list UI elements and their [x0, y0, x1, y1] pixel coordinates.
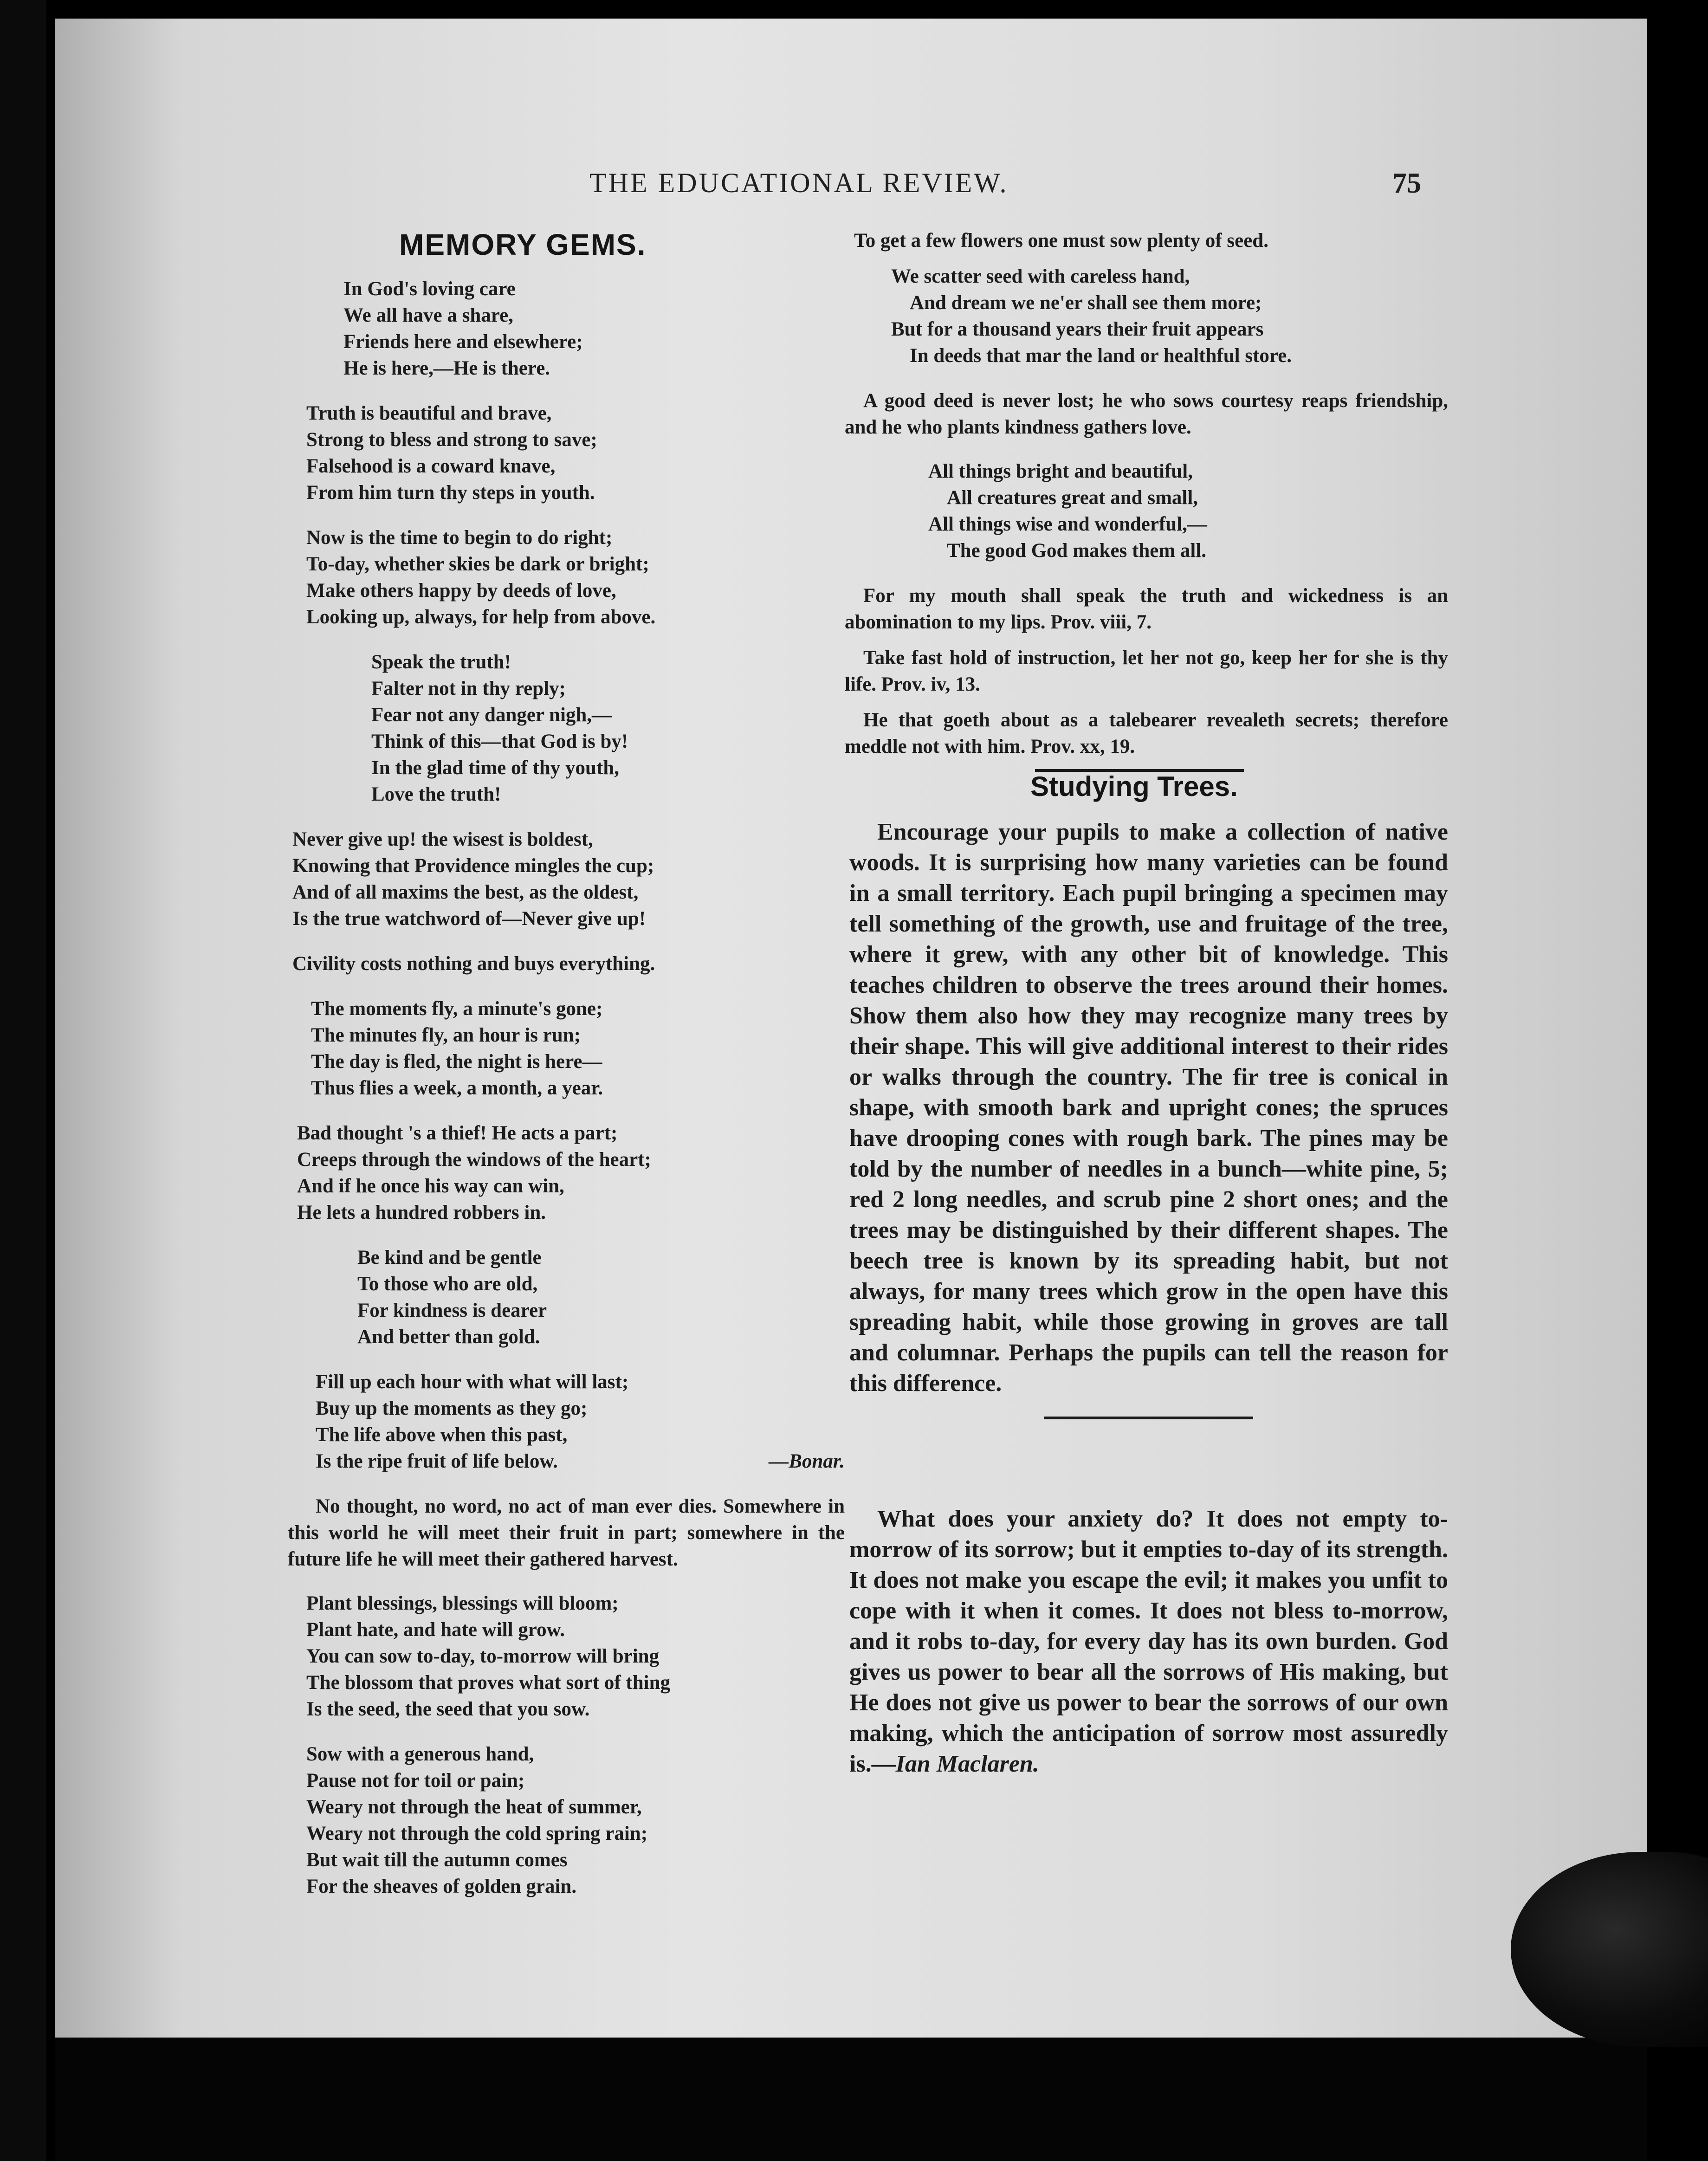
verse-line: Friends here and elsewhere;	[343, 331, 583, 353]
verse-line: All things wise and wonderful,—	[928, 513, 1207, 535]
running-title: THE EDUCATIONAL REVIEW.	[589, 168, 1009, 198]
stanza	[292, 951, 845, 977]
verse-line: Is the seed, the seed that you sow.	[306, 1698, 590, 1720]
verse-line: The blossom that proves what sort of thing	[306, 1672, 671, 1694]
verse-line: Weary not through the cold spring rain;	[306, 1823, 648, 1844]
stanza	[316, 1369, 845, 1475]
page-number: 75	[1392, 168, 1421, 199]
verse-line: In God's loving care	[343, 278, 516, 300]
verse-line: Plant hate, and hate will grow.	[306, 1619, 565, 1641]
right-column	[845, 227, 1448, 772]
memory-gems-stanzas-2	[288, 1590, 845, 1900]
verse-line: All things bright and beautiful,	[928, 460, 1193, 482]
proverb-2: Take fast hold of instruction, let her not go, keep her for she is thy life. Prov. iv, 13.	[845, 647, 1448, 695]
verse-line: Looking up, always, for help from above.	[306, 606, 656, 628]
anxiety-body: What does your anxiety do? It does not empty to-morrow of its sorrow; but it empties to-day of its strength. It does not make you escape the evil; it makes you unfit to cope with it when it comes. It does not bless to-morrow, and it robs to-day, for every day has its own burden. God gives us power to bear all the sorrows of His making, but He does not give us power to bear the sorrows of our own making, which the anticipation of sorrow most assuredly is.—	[849, 1506, 1448, 1777]
stanza	[292, 826, 845, 932]
verse-line: Now is the time to begin to do right;	[306, 527, 613, 549]
verse-line: Is the true watchword of—Never give up!	[292, 908, 646, 930]
verse-line: The life above when this past,	[316, 1424, 568, 1446]
memory-gems-stanzas	[288, 276, 845, 1475]
left-column	[288, 227, 845, 1918]
verse-line: To-day, whether skies be dark or bright;	[306, 553, 649, 575]
verse-line: But wait till the autumn comes	[306, 1849, 568, 1871]
stanza	[306, 400, 845, 506]
verse-line: The moments fly, a minute's gone;	[311, 998, 603, 1020]
proverb-3: He that goeth about as a talebearer revealeth secrets; therefore meddle not with him. Prov. xx, 19.	[845, 709, 1448, 757]
verse-line: For the sheaves of golden grain.	[306, 1876, 577, 1897]
verse-line: Creeps through the windows of the heart;	[297, 1149, 651, 1171]
verse-line: He is here,—He is there.	[343, 357, 550, 379]
verse-line: From him turn thy steps in youth.	[306, 482, 595, 504]
stanza	[357, 1244, 845, 1350]
verse-line: Is the ripe fruit of life below. —Bonar.	[316, 1448, 845, 1475]
studying-trees-title: Studying Trees.	[1030, 771, 1238, 802]
verse-line: Buy up the moments as they go;	[316, 1398, 588, 1419]
verse-line: All creatures great and small,	[947, 487, 1198, 509]
verse-line: Never give up! the wisest is boldest,	[292, 828, 593, 850]
verse-line: The good God makes them all.	[947, 540, 1207, 562]
verse-line: Strong to bless and strong to save;	[306, 429, 597, 451]
stanza	[306, 524, 845, 630]
verse-line: Bad thought 's a thief! He acts a part;	[297, 1122, 618, 1144]
anxiety-author: Ian Maclaren.	[895, 1751, 1039, 1777]
film-border-bottom	[55, 2038, 1647, 2161]
verse-line: Falsehood is a coward knave,	[306, 455, 556, 477]
verse-line: Pause not for toil or pain;	[306, 1770, 525, 1792]
verse-line: To those who are old,	[357, 1273, 538, 1295]
good-deed-paragraph: A good deed is never lost; he who sows courtesy reaps friendship, and he who plants kindness gathers love.	[845, 390, 1448, 438]
stanza	[306, 1590, 845, 1722]
bright-beautiful-stanza	[928, 458, 1448, 564]
seed-lead: To get a few flowers one must sow plenty of seed.	[854, 230, 1268, 252]
proverb-1: For my mouth shall speak the truth and wickedness is an abomination to my lips. Prov. viii, 7.	[845, 585, 1448, 633]
verse-line: And dream we ne'er shall see them more;	[910, 292, 1262, 314]
verse-line: Truth is beautiful and brave,	[306, 402, 552, 424]
film-border-left	[0, 0, 46, 2161]
verse-line: And better than gold.	[357, 1326, 540, 1348]
stanza	[306, 1741, 845, 1900]
seed-stanza	[891, 263, 1448, 369]
verse-line: And of all maxims the best, as the oldest,	[292, 881, 639, 903]
studying-trees-section	[849, 817, 1448, 1419]
verse-line: Plant blessings, blessings will bloom;	[306, 1592, 619, 1614]
memory-gems-paragraph: No thought, no word, no act of man ever dies. Somewhere in this world he will meet their fruit in part; somewhere in the future life he will meet their gathered harvest.	[288, 1495, 845, 1570]
verse-line: He lets a hundred robbers in.	[297, 1202, 546, 1223]
memory-gems-title: MEMORY GEMS.	[399, 228, 647, 261]
anxiety-section	[849, 1504, 1448, 1797]
verse-line: Fear not any danger nigh,—	[371, 704, 612, 726]
verse-line: Think of this—that God is by!	[371, 731, 628, 752]
bonar-attribution: —Bonar.	[769, 1450, 845, 1472]
studying-trees-body: Encourage your pupils to make a collection of native woods. It is surprising how many varieties can be found in a small territory. Each pupil bringing a specimen may tell something of the growth, use and fruitage of the tree, where it grew, with any other bit of knowledge. This teaches children to observe the trees around their homes. Show them also how they may recognize many trees by their shape. This will give additional interest to their rides or walks through the country. The fir tree is conical in shape, with smooth bark and upright cones; the spruces have drooping cones with rough bark. The pines may be told by the number of needles in a bunch—white pine, 5; red 2 long needles, and scrub pine 2 short ones; and the trees may be distinguished by their different shapes. The beech tree is known by its spreading habit, but not always, for many trees which grow in the open have this spreading habit, while those growing in groves are tall and columnar. Perhaps the pupils can tell the reason for this difference.	[849, 819, 1448, 1397]
verse-line: Weary not through the heat of summer,	[306, 1796, 642, 1818]
verse-line: In deeds that mar the land or healthful store.	[910, 345, 1292, 367]
verse-line: You can sow to-day, to-morrow will bring	[306, 1645, 660, 1667]
verse-line: Fill up each hour with what will last;	[316, 1371, 629, 1393]
verse-line: The minutes fly, an hour is run;	[311, 1024, 581, 1046]
verse-line: In the glad time of thy youth,	[371, 757, 619, 779]
stanza	[311, 996, 845, 1101]
verse-line: Falter not in thy reply;	[371, 678, 566, 699]
verse-line: And if he once his way can win,	[297, 1175, 564, 1197]
verse-line: For kindness is dearer	[357, 1300, 547, 1321]
verse-line: We scatter seed with careless hand,	[891, 265, 1190, 287]
stanza	[297, 1120, 845, 1226]
stanza	[343, 276, 845, 382]
verse-line: But for a thousand years their fruit appears	[891, 318, 1264, 340]
verse-line: Speak the truth!	[371, 651, 511, 673]
verse-line: Thus flies a week, a month, a year.	[311, 1077, 603, 1099]
verse-line: Sow with a generous hand,	[306, 1743, 534, 1765]
verse-line: Knowing that Providence mingles the cup;	[292, 855, 654, 877]
anxiety-paragraph	[849, 1504, 1448, 1779]
verse-line: The day is fled, the night is here—	[311, 1051, 602, 1073]
verse-line: Be kind and be gentle	[357, 1247, 542, 1268]
verse-line: Civility costs nothing and buys everything.	[292, 953, 655, 975]
verse-line: Make others happy by deeds of love,	[306, 580, 616, 602]
section-rule-2	[1044, 1417, 1253, 1419]
stanza	[371, 649, 845, 808]
verse-line: Love the truth!	[371, 783, 501, 805]
verse-line: We all have a share,	[343, 304, 513, 326]
